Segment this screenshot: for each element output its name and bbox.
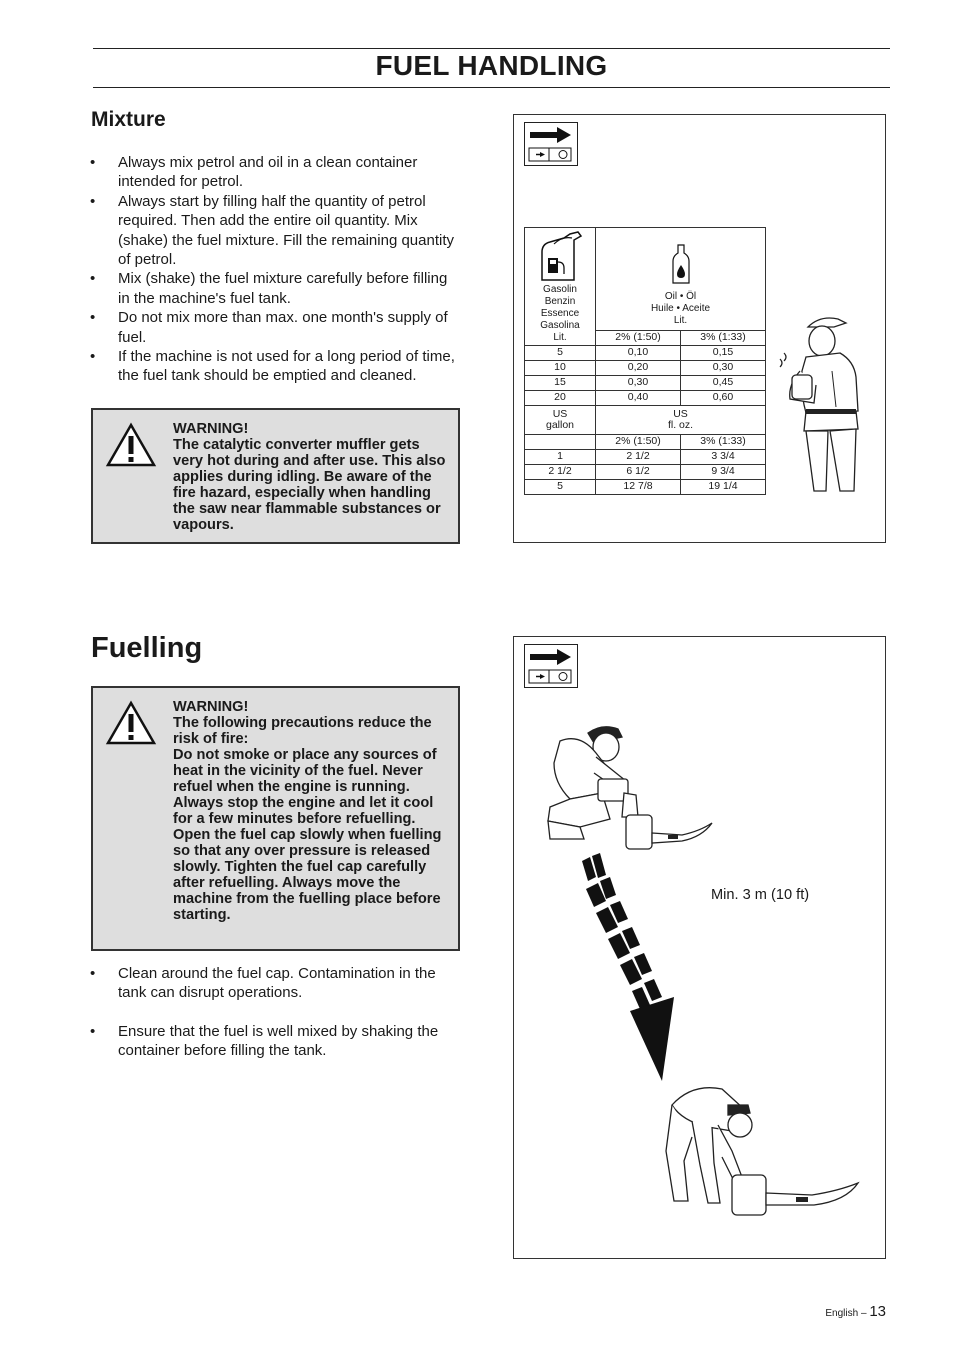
table-row (525, 450, 766, 465)
us-ratio-header-2pct: 2% (1:50) (596, 435, 681, 450)
table-cell: 0,30 (681, 361, 766, 376)
warning-text (173, 421, 448, 533)
person-refuelling-illustration (540, 723, 715, 858)
warning-title: WARNING! (173, 421, 249, 437)
table-cell: 6 1/2 (596, 465, 681, 480)
page-title: FUEL HANDLING (375, 50, 608, 81)
table-cell: 19 1/4 (681, 480, 766, 495)
table-cell: 5 (525, 346, 596, 361)
table-cell: 1 (525, 450, 596, 465)
table-cell (525, 435, 596, 450)
table-cell: 0,45 (681, 376, 766, 391)
oil-label-line: Oil • Öl (664, 290, 697, 302)
oil-bottle-icon (671, 243, 691, 285)
footer-language: English – (825, 1308, 867, 1319)
table-cell: 0,20 (596, 361, 681, 376)
table-cell: 0,15 (681, 346, 766, 361)
table-cell: 10 (525, 361, 596, 376)
ratio-header-2pct: 2% (1:50) (596, 330, 681, 345)
right-arrow-icon (525, 645, 576, 686)
warning-triangle-icon (105, 422, 157, 468)
list-item: • Mix (shake) the fuel mixture carefully before filling in the machine's fuel tank. (90, 269, 462, 308)
table-cell: 5 (525, 480, 596, 495)
oil-label-line: Lit. (673, 314, 688, 326)
warning-line: Do not smoke or place any sources of heat in the vicinity of the fuel. Never refuel when the engine is running. Always stop the engine and let it cool for a few minutes before refuelling. Open the fuel cap slowly when fuelling so that any over pressure is released slowly. Tighten the fuel cap carefully after refuelling. Always move the machine from the fuelling place before starting. (173, 747, 442, 923)
person-starting-machine-illustration (662, 1081, 862, 1231)
table-cell: 9 3/4 (681, 465, 766, 480)
us-petrol-header (525, 406, 596, 435)
fuelling-heading: Fuelling (91, 632, 203, 664)
table-cell: 0,60 (681, 391, 766, 406)
table-cell: 0,30 (596, 376, 681, 391)
arrow-symbol-box (524, 644, 578, 688)
us-ratio-header-3pct: 3% (1:33) (681, 435, 766, 450)
table-cell: 2 1/2 (525, 465, 596, 480)
mixture-heading: Mixture (91, 108, 166, 131)
warning-triangle-icon (105, 700, 157, 746)
arrow-symbol-box (524, 122, 578, 166)
warning-body: The catalytic converter muffler gets very hot during and after use. This also applies during idling. Be aware of the fire hazard, especially when handling the saw near flammable substances or vapours. (173, 437, 446, 533)
table-row (525, 480, 766, 495)
mixture-figure-box (513, 114, 886, 543)
warning-line: The following precautions reduce the risk of fire: (173, 715, 432, 747)
us-label-line: US (673, 407, 688, 420)
table-cell: 0,10 (596, 346, 681, 361)
table-cell: 0,40 (596, 391, 681, 406)
us-label-line: gallon (545, 419, 575, 431)
list-item: • Always mix petrol and oil in a clean container intended for petrol. (90, 153, 462, 192)
petrol-label-line: Gasolina (540, 320, 580, 331)
table-cell: 20 (525, 391, 596, 406)
petrol-header-cell (525, 228, 596, 346)
fuelling-bullet-list (90, 964, 462, 1061)
fuel-mix-table (524, 227, 766, 495)
warning-title: WARNING! (173, 699, 249, 715)
header-rule-bottom (93, 87, 890, 88)
oil-header-cell (596, 228, 766, 331)
move-away-arrow-icon (578, 853, 698, 1083)
petrol-can-icon (534, 230, 586, 284)
warning-text (173, 699, 448, 923)
petrol-label (527, 284, 593, 344)
table-row (525, 376, 766, 391)
person-shaking-container-illustration (776, 311, 882, 497)
list-item: • If the machine is not used for a long period of time, the fuel tank should be emptied and cleaned. (90, 347, 462, 386)
petrol-label-line: Gasolin (543, 284, 577, 295)
oil-label-line: Huile • Aceite (650, 302, 711, 314)
mixture-bullet-list (90, 153, 462, 386)
us-label-line: US (552, 407, 568, 420)
table-cell: 15 (525, 376, 596, 391)
list-item: • Ensure that the fuel is well mixed by shaking the container before filling the tank. (90, 1022, 462, 1061)
table-cell: 2 1/2 (596, 450, 681, 465)
table-row (525, 391, 766, 406)
ratio-header-3pct: 3% (1:33) (681, 330, 766, 345)
table-row (525, 346, 766, 361)
distance-label: Min. 3 m (10 ft) (711, 887, 810, 903)
page-number: 13 (869, 1303, 886, 1320)
list-item: • Always start by filling half the quantity of petrol required. Then add the entire oil quantity. Mix (shake) the fuel mixture. Fill the remaining quantity of petrol. (90, 192, 462, 270)
us-label-line: fl. oz. (667, 419, 694, 431)
table-cell: 12 7/8 (596, 480, 681, 495)
list-item: • Clean around the fuel cap. Contamination in the tank can disrupt operations. (90, 964, 462, 1003)
right-arrow-icon (525, 123, 576, 164)
table-row (525, 361, 766, 376)
table-row (525, 465, 766, 480)
fuelling-warning-box (91, 686, 460, 951)
page-footer (825, 1303, 886, 1320)
fuelling-figure-box (513, 636, 886, 1259)
petrol-label-line: Essence (540, 308, 580, 319)
oil-label (598, 291, 763, 327)
us-oil-header (596, 406, 766, 435)
list-item: • Do not mix more than max. one month's supply of fuel. (90, 308, 462, 347)
petrol-label-line: Benzin (544, 296, 576, 307)
mixture-warning-box (91, 408, 460, 544)
petrol-label-line: Lit. (553, 332, 567, 343)
table-cell: 3 3/4 (681, 450, 766, 465)
header-rule-top (93, 48, 890, 49)
